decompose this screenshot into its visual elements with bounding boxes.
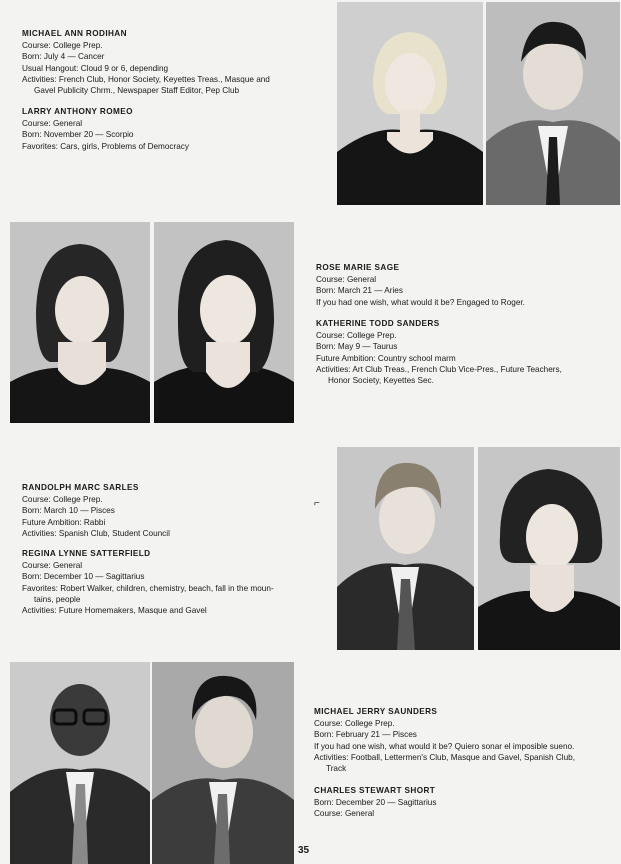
entry-line: Track <box>326 764 347 774</box>
entry-romeo <box>22 106 312 152</box>
portrait-photo-romeo <box>486 2 620 205</box>
entry-line: Born: November 20 — Scorpio <box>22 130 134 140</box>
entry-line: Born: March 21 — Aries <box>316 286 403 296</box>
portrait-photo-satterfield <box>478 447 620 650</box>
entry-line: Activities: Spanish Club, Student Council <box>22 528 170 538</box>
entry-line: Course: College Prep. <box>314 719 395 729</box>
entry-line: Born: July 4 — Cancer <box>22 52 105 62</box>
page-number: 35 <box>298 845 310 856</box>
entry-line: Favorites: Robert Walker, children, chemistry, beach, fall in the moun- <box>22 583 274 593</box>
entry-short <box>314 785 614 820</box>
entry-saunders <box>314 706 614 774</box>
entry-line: Born: December 20 — Sagittarius <box>314 798 437 808</box>
entry-line: Honor Society, Keyettes Sec. <box>328 376 434 386</box>
entry-line: If you had one wish, what would it be? Quiero sonar el imposible sueno. <box>314 741 575 751</box>
entry-line: Activities: Art Club Treas., French Club Vice-Pres., Future Teachers, <box>316 364 562 374</box>
entry-line: Course: General <box>22 561 83 571</box>
entry-line: Course: College Prep. <box>22 495 103 505</box>
entry-line: Course: College Prep. <box>22 41 103 51</box>
student-name: KATHERINE TODD SANDERS <box>316 319 440 328</box>
entry-line: Born: May 9 — Taurus <box>316 342 398 352</box>
student-name: LARRY ANTHONY ROMEO <box>22 107 133 116</box>
entry-line: If you had one wish, what would it be? Engaged to Roger. <box>316 297 525 307</box>
entry-line: Usual Hangout: Cloud 9 or 6, depending <box>22 63 169 73</box>
entry-line: Course: General <box>316 275 377 285</box>
entry-rodihan <box>22 28 312 96</box>
entry-satterfield <box>22 548 312 616</box>
portrait-photo-rodihan <box>337 2 483 205</box>
entry-sarles <box>22 482 312 539</box>
entry-line: Course: General <box>314 809 375 819</box>
entry-line: Born: February 21 — Pisces <box>314 730 417 740</box>
entry-line: Future Ambition: Country school marm <box>316 353 456 363</box>
student-name: ROSE MARIE SAGE <box>316 263 400 272</box>
entry-line: Activities: Football, Lettermen's Club, Masque and Gavel, Spanish Club, <box>314 752 575 762</box>
entry-line: Born: December 10 — Sagittarius <box>22 572 145 582</box>
entry-line: Course: College Prep. <box>316 331 397 341</box>
entry-line: Favorites: Cars, girls, Problems of Democracy <box>22 141 189 151</box>
student-name: CHARLES STEWART SHORT <box>314 786 436 795</box>
student-name: RANDOLPH MARC SARLES <box>22 483 139 492</box>
entry-line: tains, people <box>34 594 81 604</box>
entry-line: Activities: French Club, Honor Society, Keyettes Treas., Masque and <box>22 74 270 84</box>
student-name: MICHAEL ANN RODIHAN <box>22 29 127 38</box>
portrait-photo-sarles <box>337 447 474 650</box>
entry-line: Future Ambition: Rabbi <box>22 517 106 527</box>
entry-sanders <box>316 318 611 386</box>
student-name: REGINA LYNNE SATTERFIELD <box>22 549 151 558</box>
entry-line: Activities: Future Homemakers, Masque and Gavel <box>22 606 207 616</box>
entry-sage <box>316 262 611 308</box>
portrait-photo-saunders <box>10 662 150 864</box>
entry-line: Gavel Publicity Chrm., Newspaper Staff Editor, Pep Club <box>34 86 240 96</box>
entry-line: Course: General <box>22 119 83 129</box>
portrait-photo-short <box>152 662 294 864</box>
portrait-photo-sage <box>10 222 150 423</box>
portrait-photo-sanders <box>154 222 294 423</box>
entry-line: Born: March 10 — Pisces <box>22 506 115 516</box>
page-mark: ⌐ <box>314 498 320 509</box>
student-name: MICHAEL JERRY SAUNDERS <box>314 707 438 716</box>
